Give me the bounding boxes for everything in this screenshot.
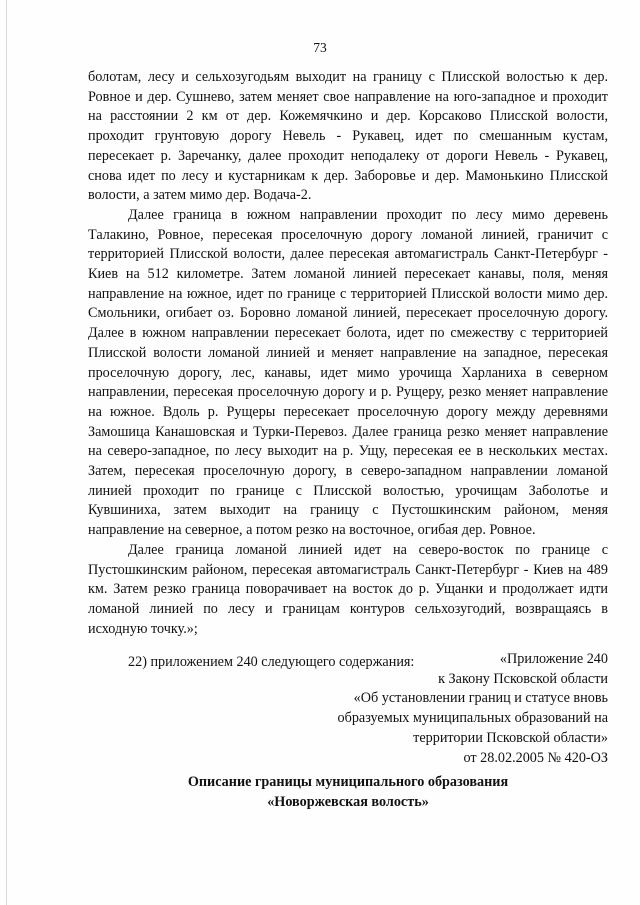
appendix-header-line: территории Псковской области» (413, 729, 608, 746)
paragraph-continuation: болотам, лесу и сельхозугодьям выходит на границу с Плисской волостью к дер. Ровное и дер. Сушнево, затем меняет свое направление на юго-западное и проходит на расстоянии 2 км от дер. Кожемячкино и дер. Корсаково Плисской волости, проходит грунтовую дорогу Невель - Рукавец, идет по смешанным кустам, пересекает р. Заречанку, далее проходит неподалеку от дороги Невель - Рукавец, снова идет по лесу и кустарникам к дер. Заборовье и дер. Мамонькино Плисской волости, а затем мимо дер. Водача-2. (88, 69, 608, 204)
paragraph-northeast-boundary: Далее граница ломаной линией идет на северо-восток по границе с Пустошкинским районом, пересекая автомагистраль Санкт-Петербург - Киев на 489 км. Затем резко граница поворачивает на восток до р. Ущанки и продолжает идти ломаной линией по лесу и границам контуров сельхозугодий, возвращаясь в исходную точку.»; (88, 541, 608, 637)
appendix-header-line: образуемых муниципальных образований на (337, 710, 608, 727)
section-title-line: «Новоржевская волость» (267, 793, 429, 810)
scan-edge-line (6, 0, 7, 905)
appendix-header (278, 650, 608, 768)
section-title-line: Описание границы муниципального образования (187, 774, 509, 790)
list-item-22: 22) приложением 240 следующего содержания: (128, 654, 415, 671)
appendix-header-line: «Приложение 240 (499, 651, 608, 667)
paragraph-south-boundary: Далее граница в южном направлении проходит по лесу мимо деревень Талакино, Ровное, пересекая проселочную дорогу ломаной линией, граничит с территорией Плисской волости, далее пересекая автомагистраль Санкт-Петербург - Киев на 512 километре. Затем ломаной линией пересекает канавы, поля, меняя направление на южное, идет по границе с территорией Плисской волости мимо дер. Смольники, огибает оз. Боровно ломаной линией, пересекает проселочную дорогу. Далее в южном направлении пересекает болота, идет по смежеству с территорией Плисской волости ломаной линией и меняет направление на западное, пересекая проселочную дорогу, лес, канавы, идет мимо урочища Харланиха в северном направлении, пересекая проселочную дорогу и р. Рущеру, резко меняет направление на южное. Вдоль р. Рущеры пересекает проселочную дорогу между деревнями Замошица Канашовская и Турки-Перевоз. Далее граница резко меняет направление на северо-западное, по лесу выходит на р. Ущу, пересекая ее в нескольких местах. Затем, пересекая проселочную дорогу, в северо-западном направлении ломаной линией проходит по границе с Плисской волостью, урочищам Заболотье и Кувшиниха, затем выходит на границу с Пустошкинским районом, меняя направление на северное, а потом резко на восточное, огибая дер. Ровное. (88, 206, 608, 539)
appendix-header-line: к Закону Псковской области (438, 670, 608, 687)
appendix-header-line: от 28.02.2005 № 420-ОЗ (463, 749, 608, 766)
page-number: 73 (313, 40, 327, 55)
body-text (88, 68, 608, 673)
appendix-header-line: «Об установлении границ и статусе вновь (353, 690, 608, 707)
section-title (88, 773, 608, 812)
